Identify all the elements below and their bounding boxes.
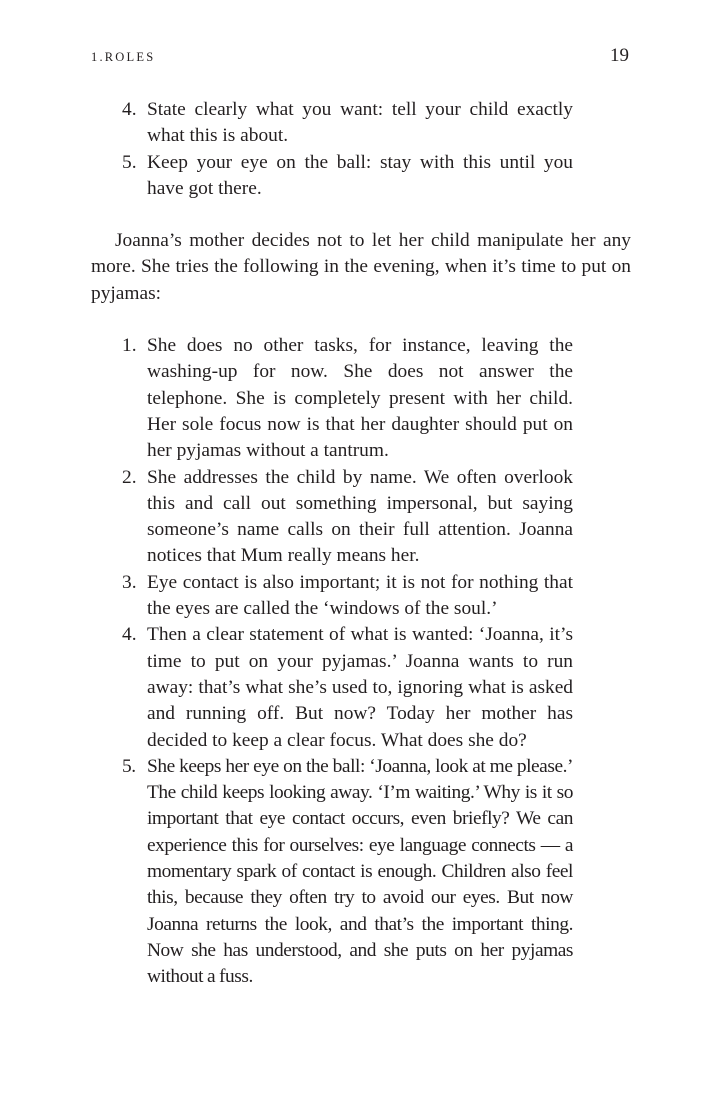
list-item xyxy=(122,333,573,464)
list-item-number: 2. xyxy=(122,466,137,488)
list-item-text: Keep your eye on the ball: stay with this until you have got there. xyxy=(147,151,573,199)
list-item xyxy=(122,570,573,623)
list-item xyxy=(122,622,573,753)
list-item xyxy=(122,754,573,991)
list-item-text: She does no other tasks, for instance, leaving the washing-up for now. She does not answer the telephone. She is completely present with her child. Her sole focus now is that her daughter should put on her pyjamas without a tantrum. xyxy=(147,335,573,462)
page-body xyxy=(91,97,631,991)
list-item-text: Then a clear statement of what is wanted: ‘Joanna, it’s time to put on your pyjamas.’ Joanna wants to run away: that’s what she’s used to, ignoring what is asked and running off. But now? Today her mother has decided to keep a clear focus. What does she do? xyxy=(147,624,573,751)
running-head: 1.ROLES xyxy=(91,50,156,64)
steps-list-continued xyxy=(122,97,573,202)
list-item-number: 3. xyxy=(122,571,137,593)
steps-list xyxy=(122,333,573,990)
list-item-number: 5. xyxy=(122,151,137,173)
list-item-text: Eye contact is also important; it is not for nothing that the eyes are called the ‘windows of the soul.’ xyxy=(147,571,573,620)
list-item-text: She keeps her eye on the ball: ‘Joanna, look at me please.’ The child keeps looking away. ‘I’m waiting.’ Why is it so important that eye contact occurs, even briefly? We can experience this for ourselves: eye language connects — a momentary spark of contact is enough. Children also feel this, because they often try to avoid our eyes. But now Joanna returns the look, and that’s the important thing. Now she has understood, and she puts on her pyjamas without a fuss. xyxy=(147,755,573,988)
list-item-number: 4. xyxy=(122,624,137,646)
list-item-text: She addresses the child by name. We often overlook this and call out something impersonal, but saying someone’s name calls on their full attention. Joanna notices that Mum really means her. xyxy=(147,466,573,567)
list-item-number: 4. xyxy=(122,99,137,120)
list-item-text: State clearly what you want: tell your child exactly what this is about. xyxy=(147,99,573,147)
body-paragraph: Joanna’s mother decides not to let her child manipulate her any more. She tries the following in the evening, when it’s time to put on pyjamas: xyxy=(91,230,631,304)
list-item-number: 1. xyxy=(122,335,137,357)
list-item xyxy=(122,465,573,570)
list-item-number: 5. xyxy=(122,755,136,777)
list-item xyxy=(122,97,573,150)
page-number: 19 xyxy=(610,45,629,66)
list-item xyxy=(122,150,573,203)
